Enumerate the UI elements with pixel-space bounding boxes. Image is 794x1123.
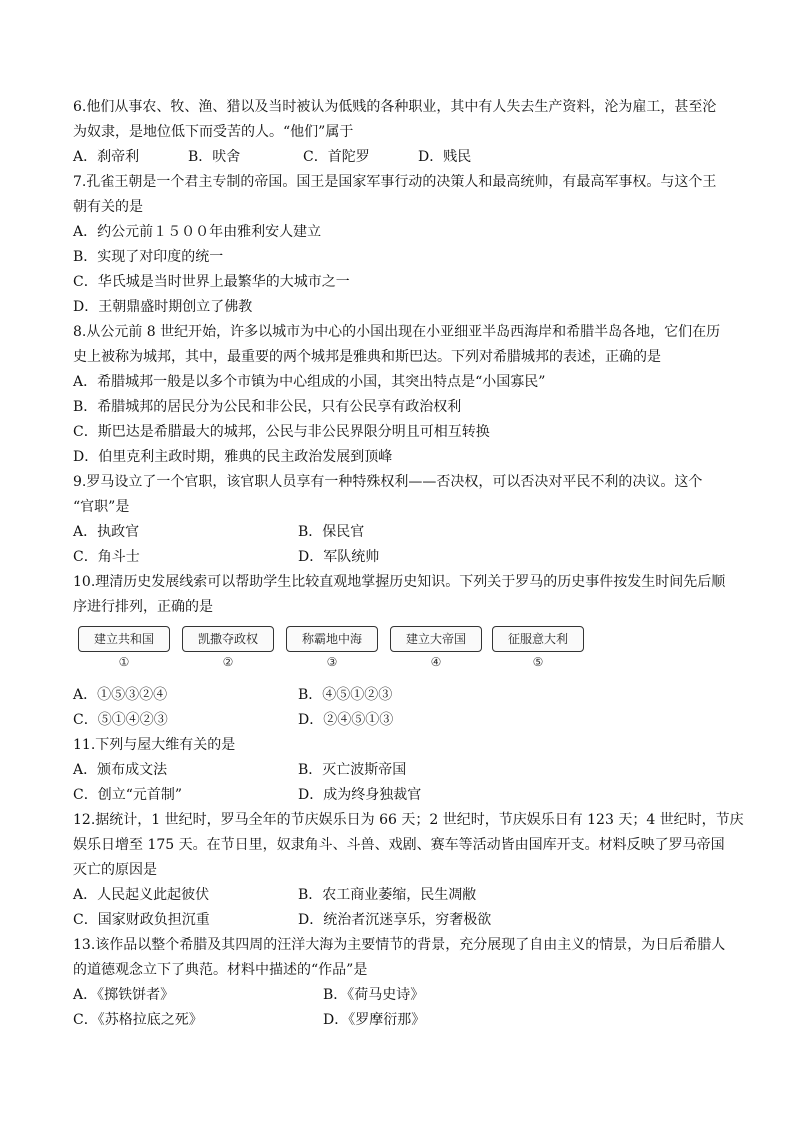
- q12-option-c[interactable]: C．国家财政负担沉重: [73, 912, 210, 928]
- q11-option-a[interactable]: A．颁布成文法: [73, 762, 168, 778]
- q11-option-d[interactable]: D．成为终身独裁官: [298, 787, 422, 803]
- q10-event-4-num: ④: [430, 655, 442, 669]
- q10-event-5: [492, 626, 584, 669]
- q10-event-4-label: 建立大帝国: [390, 626, 482, 652]
- q10-options-row1: [73, 683, 733, 708]
- q11-stem-line1: 11.下列与屋大维有关的是: [73, 737, 236, 753]
- q8-stem-line2: 史上被称为城邦，其中，最重要的两个城邦是雅典和斯巴达。下列对希腊城邦的表述，正确的是: [73, 349, 661, 365]
- q10-option-b[interactable]: B．④⑤①②③: [298, 687, 393, 703]
- q13-option-a[interactable]: A．《掷铁饼者》: [73, 987, 175, 1003]
- q8-stem-line1: 8.从公元前 8 世纪开始，许多以城市为中心的小国出现在小亚细亚半岛西海岸和希腊半岛各地，它们在历: [73, 324, 721, 340]
- q12-option-a[interactable]: A．人民起义此起彼伏: [73, 887, 210, 903]
- q10-event-2-num: ②: [222, 655, 234, 669]
- q13-option-b[interactable]: B．《荷马史诗》: [323, 987, 425, 1003]
- q6-stem-line2: 为奴隶，是地位低下而受苦的人。“他们”属于: [73, 124, 354, 140]
- q7-stem-line2: 朝有关的是: [73, 199, 143, 215]
- q10-stem-line2: 序进行排列，正确的是: [73, 599, 213, 615]
- q13-options-row2: [73, 1008, 733, 1033]
- q10-event-diagram: [78, 626, 733, 681]
- q10-event-3-label: 称霸地中海: [286, 626, 378, 652]
- q7-stem-line1: 7.孔雀王朝是一个君主专制的帝国。国王是国家军事行动的决策人和最高统帅，有最高军事权。与这个王: [73, 174, 717, 190]
- q6-stem-line1: 6.他们从事农、牧、渔、猎以及当时被认为低贱的各种职业，其中有人失去生产资料，沦为雇工，甚至沦: [73, 99, 717, 115]
- q10-event-3-num: ③: [326, 655, 338, 669]
- q10-event-2-label: 凯撒夺政权: [182, 626, 274, 652]
- q9-option-d[interactable]: D．军队统帅: [298, 549, 380, 565]
- q13-option-c[interactable]: C．《苏格拉底之死》: [73, 1012, 203, 1028]
- q7-option-b[interactable]: B．实现了对印度的统一: [73, 249, 224, 265]
- q10-event-1-label: 建立共和国: [78, 626, 170, 652]
- q8-option-d[interactable]: D．伯里克利主政时期，雅典的民主政治发展到顶峰: [73, 449, 393, 465]
- q10-event-1: [78, 626, 170, 669]
- q11-options-row2: [73, 783, 733, 808]
- q10-option-d[interactable]: D．②④⑤①③: [298, 712, 394, 728]
- q10-stem-line1: 10.理清历史发展线索可以帮助学生比较直观地掌握历史知识。下列关于罗马的历史事件按发生时间先后顺: [73, 574, 726, 590]
- q12-stem-line1: 12.据统计，1 世纪时，罗马全年的节庆娱乐日为 66 天；2 世纪时，节庆娱乐日有 123 天；4 世纪时，节庆: [73, 812, 744, 828]
- exam-page: [73, 95, 744, 1033]
- q11-option-b[interactable]: B．灭亡波斯帝国: [298, 762, 407, 778]
- q10-event-5-num: ⑤: [532, 655, 544, 669]
- q13-stem-line2: 的道德观念立下了典范。材料中描述的“作品”是: [73, 962, 368, 978]
- q10-option-c[interactable]: C．⑤①④②③: [73, 712, 168, 728]
- q10-option-a[interactable]: A．①⑤③②④: [73, 687, 168, 703]
- q10-event-3: [286, 626, 378, 669]
- q9-option-c[interactable]: C．角斗士: [73, 549, 140, 565]
- q12-options-row2: [73, 908, 733, 933]
- q13-stem-line1: 13.该作品以整个希腊及其四周的汪洋大海为主要情节的背景，充分展现了自由主义的情景，为日后希腊人: [73, 937, 726, 953]
- q9-stem-line2: “官职”是: [73, 499, 130, 515]
- q6-options: [73, 145, 733, 170]
- q10-event-1-num: ①: [118, 655, 130, 669]
- q8-option-b[interactable]: B．希腊城邦的居民分为公民和非公民，只有公民享有政治权利: [73, 399, 462, 415]
- q10-event-4: [390, 626, 482, 669]
- q9-stem-line1: 9.罗马设立了一个官职，该官职人员享有一种特殊权利——否决权，可以否决对平民不利的决议。这个: [73, 474, 703, 490]
- q7-option-a[interactable]: A．约公元前１５００年由雅利安人建立: [73, 224, 322, 240]
- q7-option-d[interactable]: D．王朝鼎盛时期创立了佛教: [73, 299, 253, 315]
- q12-option-b[interactable]: B．农工商业萎缩，民生凋敝: [298, 887, 477, 903]
- q12-options-row1: [73, 883, 733, 908]
- q7-option-c[interactable]: C．华氏城是当时世界上最繁华的大城市之一: [73, 274, 350, 290]
- q11-options-row1: [73, 758, 733, 783]
- q13-options-row1: [73, 983, 733, 1008]
- q13-option-d[interactable]: D．《罗摩衍那》: [323, 1012, 426, 1028]
- q12-stem-line3: 灭亡的原因是: [73, 862, 157, 878]
- q12-stem-line2: 娱乐日增至 175 天。在节日里，奴隶角斗、斗兽、戏剧、赛车等活动皆由国库开支。材料反映了罗马帝国: [73, 837, 725, 853]
- q10-event-5-label: 征服意大利: [492, 626, 584, 652]
- q6-option-c[interactable]: C．首陀罗: [303, 149, 370, 165]
- q10-event-2: [182, 626, 274, 669]
- q6-option-b[interactable]: B．吠舍: [188, 149, 241, 165]
- q9-options-row1: [73, 520, 733, 545]
- q9-option-a[interactable]: A．执政官: [73, 524, 140, 540]
- q9-options-row2: [73, 545, 733, 570]
- q9-option-b[interactable]: B．保民官: [298, 524, 365, 540]
- q6-option-a[interactable]: A．刹帝利: [73, 149, 140, 165]
- q10-options-row2: [73, 708, 733, 733]
- q8-option-a[interactable]: A．希腊城邦一般是以多个市镇为中心组成的小国，其突出特点是“小国寡民”: [73, 374, 546, 390]
- q12-option-d[interactable]: D．统治者沉迷享乐，穷奢极欲: [298, 912, 492, 928]
- q6-option-d[interactable]: D．贱民: [418, 149, 472, 165]
- q11-option-c[interactable]: C．创立“元首制”: [73, 787, 183, 803]
- q8-option-c[interactable]: C．斯巴达是希腊最大的城邦，公民与非公民界限分明且可相互转换: [73, 424, 490, 440]
